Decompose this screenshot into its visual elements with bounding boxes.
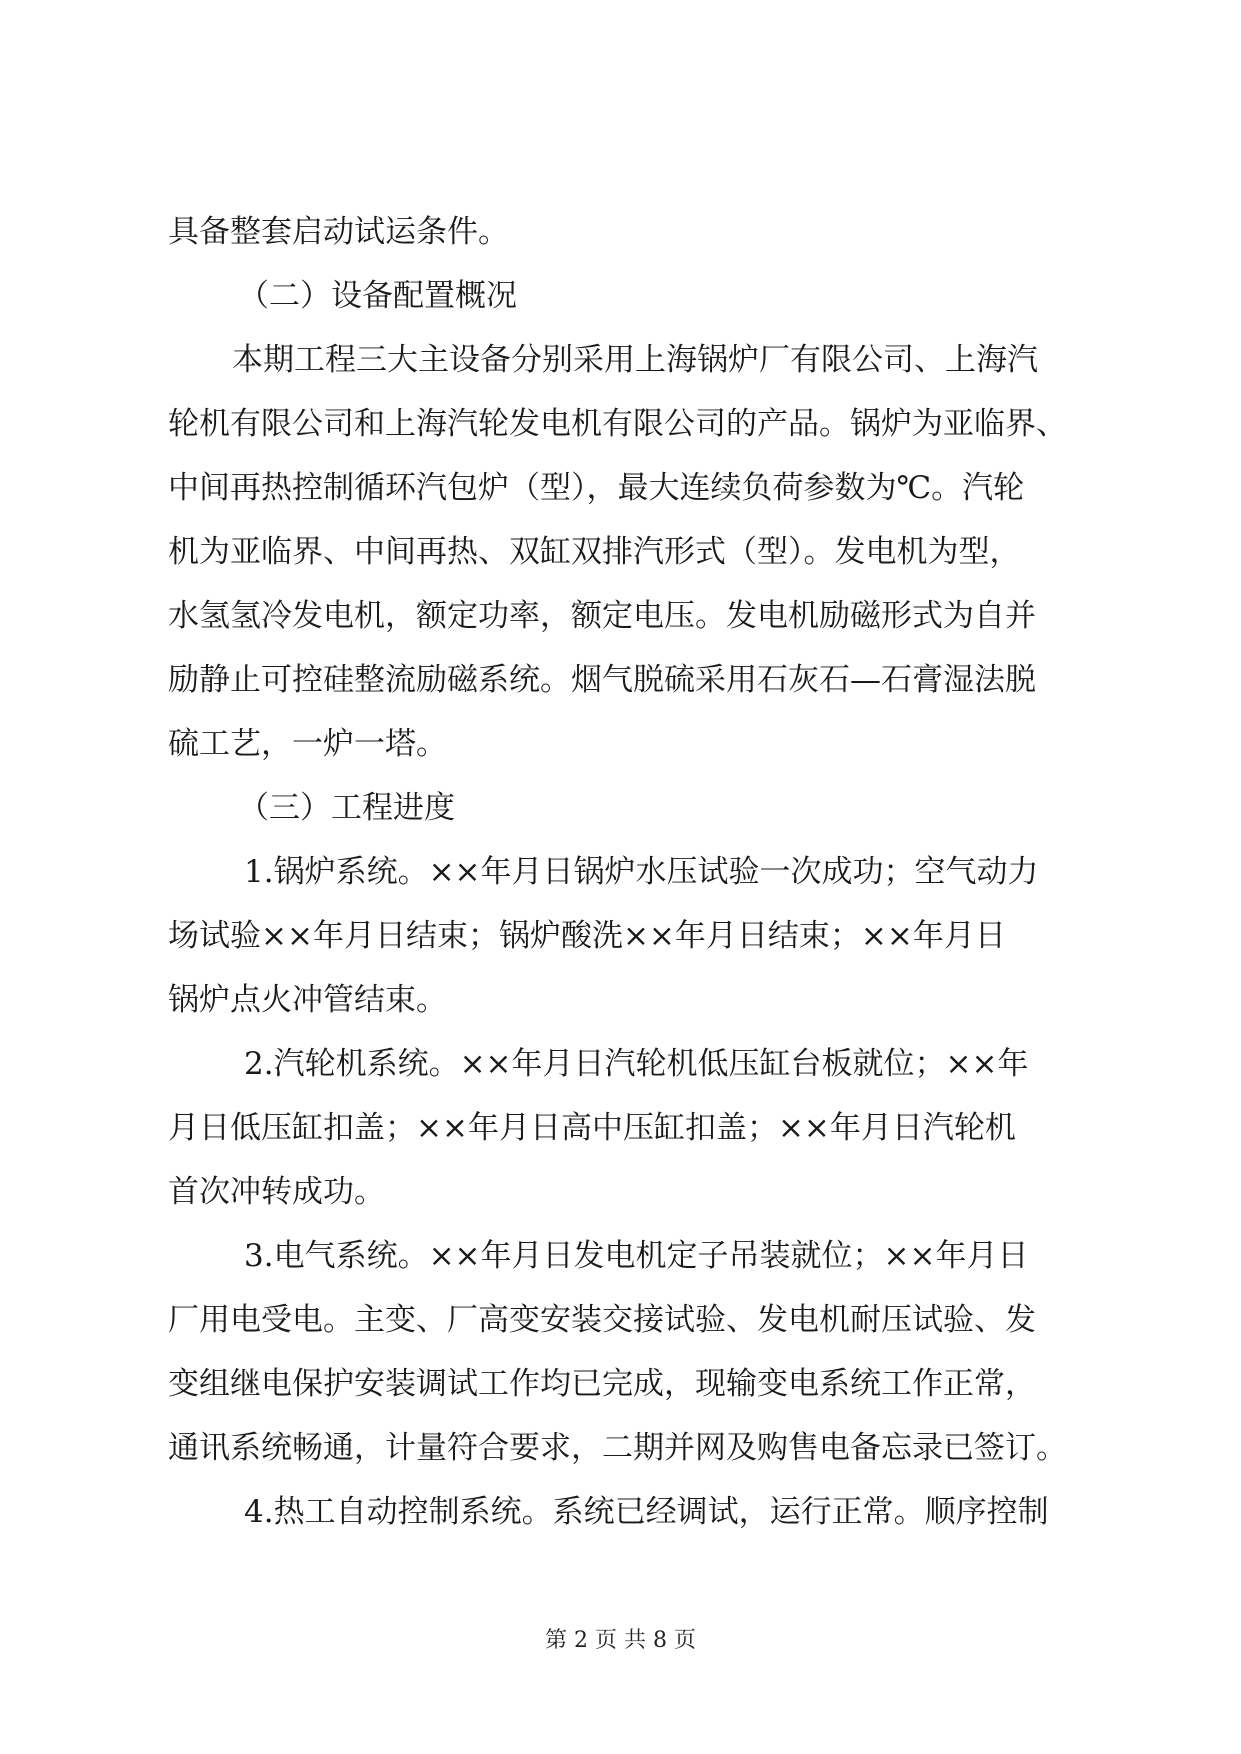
text-line: 4.热工自动控制系统。系统已经调试，运行正常。顺序控制: [244, 1494, 1049, 1530]
text-line: 硫工艺，一炉一塔。: [168, 726, 447, 762]
section-heading: （三）工程进度: [238, 790, 455, 826]
section-heading: （二）设备配置概况: [238, 278, 517, 314]
text-line: 月日低压缸扣盖；××年月日高中压缸扣盖；××年月日汽轮机: [168, 1110, 1016, 1146]
text-line: 通讯系统畅通，计量符合要求，二期并网及购售电备忘录已签订。: [168, 1430, 1067, 1466]
text-line: 水氢氢冷发电机，额定功率，额定电压。发电机励磁形式为自并: [168, 598, 1036, 634]
text-line: 机为亚临界、中间再热、双缸双排汽形式（型）。发电机为型，: [168, 534, 1021, 570]
text-line: 2.汽轮机系统。××年月日汽轮机低压缸台板就位；××年: [244, 1046, 1029, 1082]
text-line: 具备整套启动试运条件。: [168, 214, 509, 250]
text-line: 场试验××年月日结束；锅炉酸洗××年月日结束；××年月日: [168, 918, 1006, 954]
text-line: 轮机有限公司和上海汽轮发电机有限公司的产品。锅炉为亚临界、: [168, 406, 1067, 442]
text-line: 变组继电保护安装调试工作均已完成，现输变电系统工作正常，: [168, 1366, 1036, 1402]
page-number-footer: 第 2 页 共 8 页: [545, 1628, 696, 1653]
text-line: 锅炉点火冲管结束。: [168, 982, 447, 1018]
text-line: 3.电气系统。××年月日发电机定子吊装就位；××年月日: [244, 1238, 1029, 1274]
body-text: [168, 200, 1088, 1544]
text-line: 励静止可控硅整流励磁系统。烟气脱硫采用石灰石—石膏湿法脱: [168, 662, 1036, 698]
text-line: 厂用电受电。主变、厂高变安装交接试验、发电机耐压试验、发: [168, 1302, 1036, 1338]
text-line: 1.锅炉系统。××年月日锅炉水压试验一次成功；空气动力: [244, 854, 1039, 890]
text-line: 首次冲转成功。: [168, 1174, 385, 1210]
text-line: 本期工程三大主设备分别采用上海锅炉厂有限公司、上海汽: [232, 342, 1038, 378]
text-line: 中间再热控制循环汽包炉（型），最大连续负荷参数为℃。汽轮: [168, 470, 1025, 506]
